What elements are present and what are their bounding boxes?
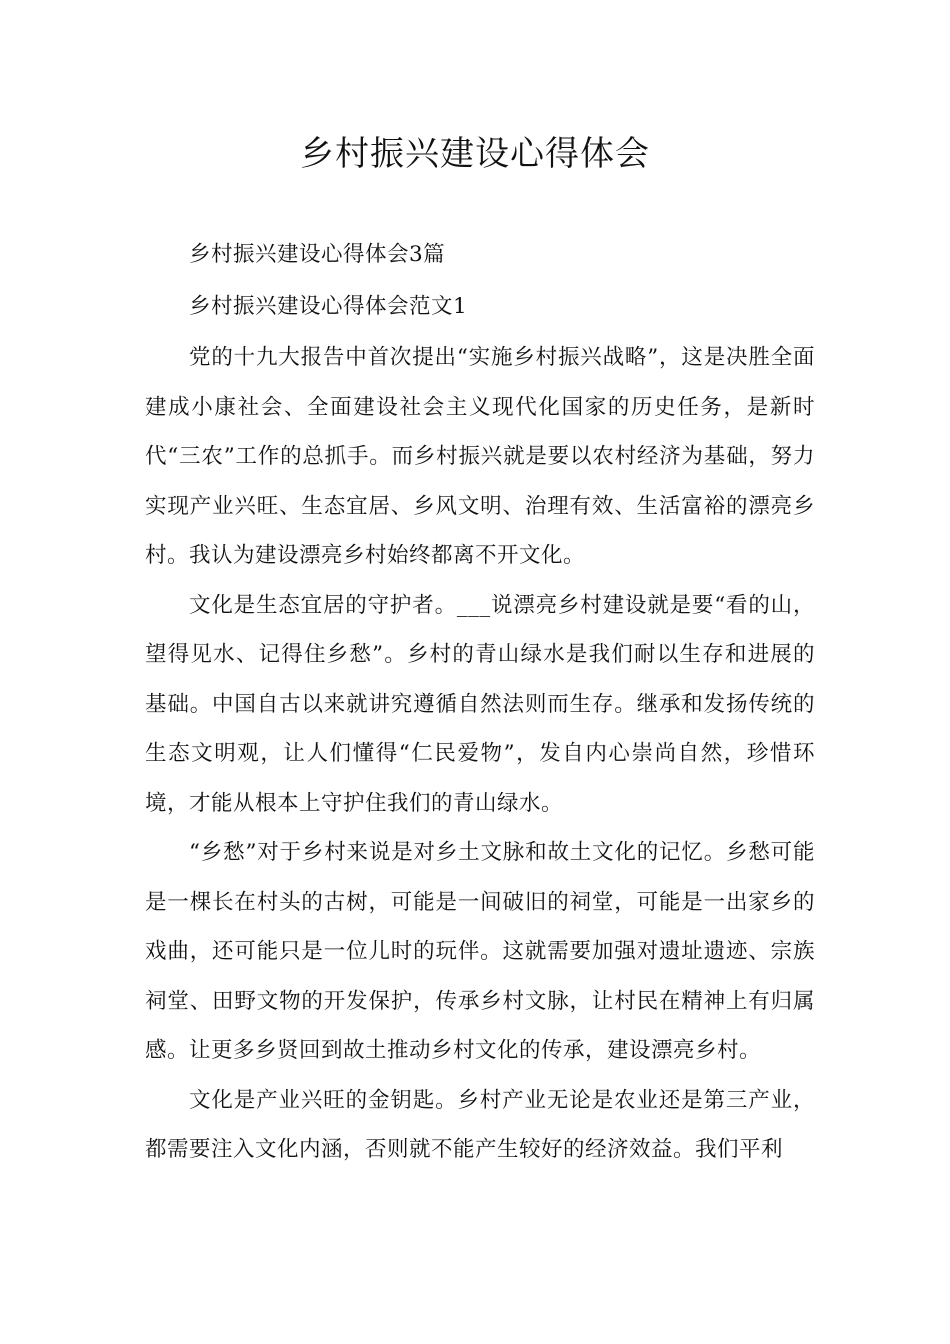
body-paragraph: 文化是生态宜居的守护者。___说漂亮乡村建设就是要“看的山，望得见水、记得住乡愁”。乡村的青山绿水是我们耐以生存和进展的基础。中国自古以来就讲究遵循自然法则而生存。继承和发扬传统的生态文明观，让人们懂得“仁民爱物”，发自内心崇尚自然，珍惜环境，才能从根本上守护住我们的青山绿水。: [145, 592, 815, 816]
body-paragraph: 党的十九大报告中首次提出“实施乡村振兴战略”，这是决胜全面建成小康社会、全面建设社会主义现代化国家的历史任务，是新时代“三农”工作的总抓手。而乡村振兴就是要以农村经济为基础，努力实现产业兴旺、生态宜居、乡风文明、治理有效、生活富裕的漂亮乡村。我认为建设漂亮乡村始终都离不开文化。: [145, 345, 815, 568]
document-body: [145, 230, 815, 1175]
subtitle-paragraph: 乡村振兴建设心得体会3篇: [189, 242, 446, 267]
body-paragraph: 文化是产业兴旺的金钥匙。乡村产业无论是农业还是第三产业，都需要注入文化内涵，否则就不能产生较好的经济效益。我们平利: [145, 1087, 815, 1162]
section-heading: 乡村振兴建设心得体会范文1: [189, 293, 468, 319]
document-title: 乡村振兴建设心得体会: [300, 134, 650, 174]
body-paragraph: “乡愁”对于乡村来说是对乡土文脉和故土文化的记忆。乡愁可能是一棵长在村头的古树，可能是一间破旧的祠堂，可能是一出家乡的戏曲，还可能只是一位儿时的玩伴。这就需要加强对遗址遗迹、宗族祠堂、田野文物的开发保护，传承乡村文脉，让村民在精神上有归属感。让更多乡贤回到故土推动乡村文化的传承，建设漂亮乡村。: [145, 840, 815, 1063]
